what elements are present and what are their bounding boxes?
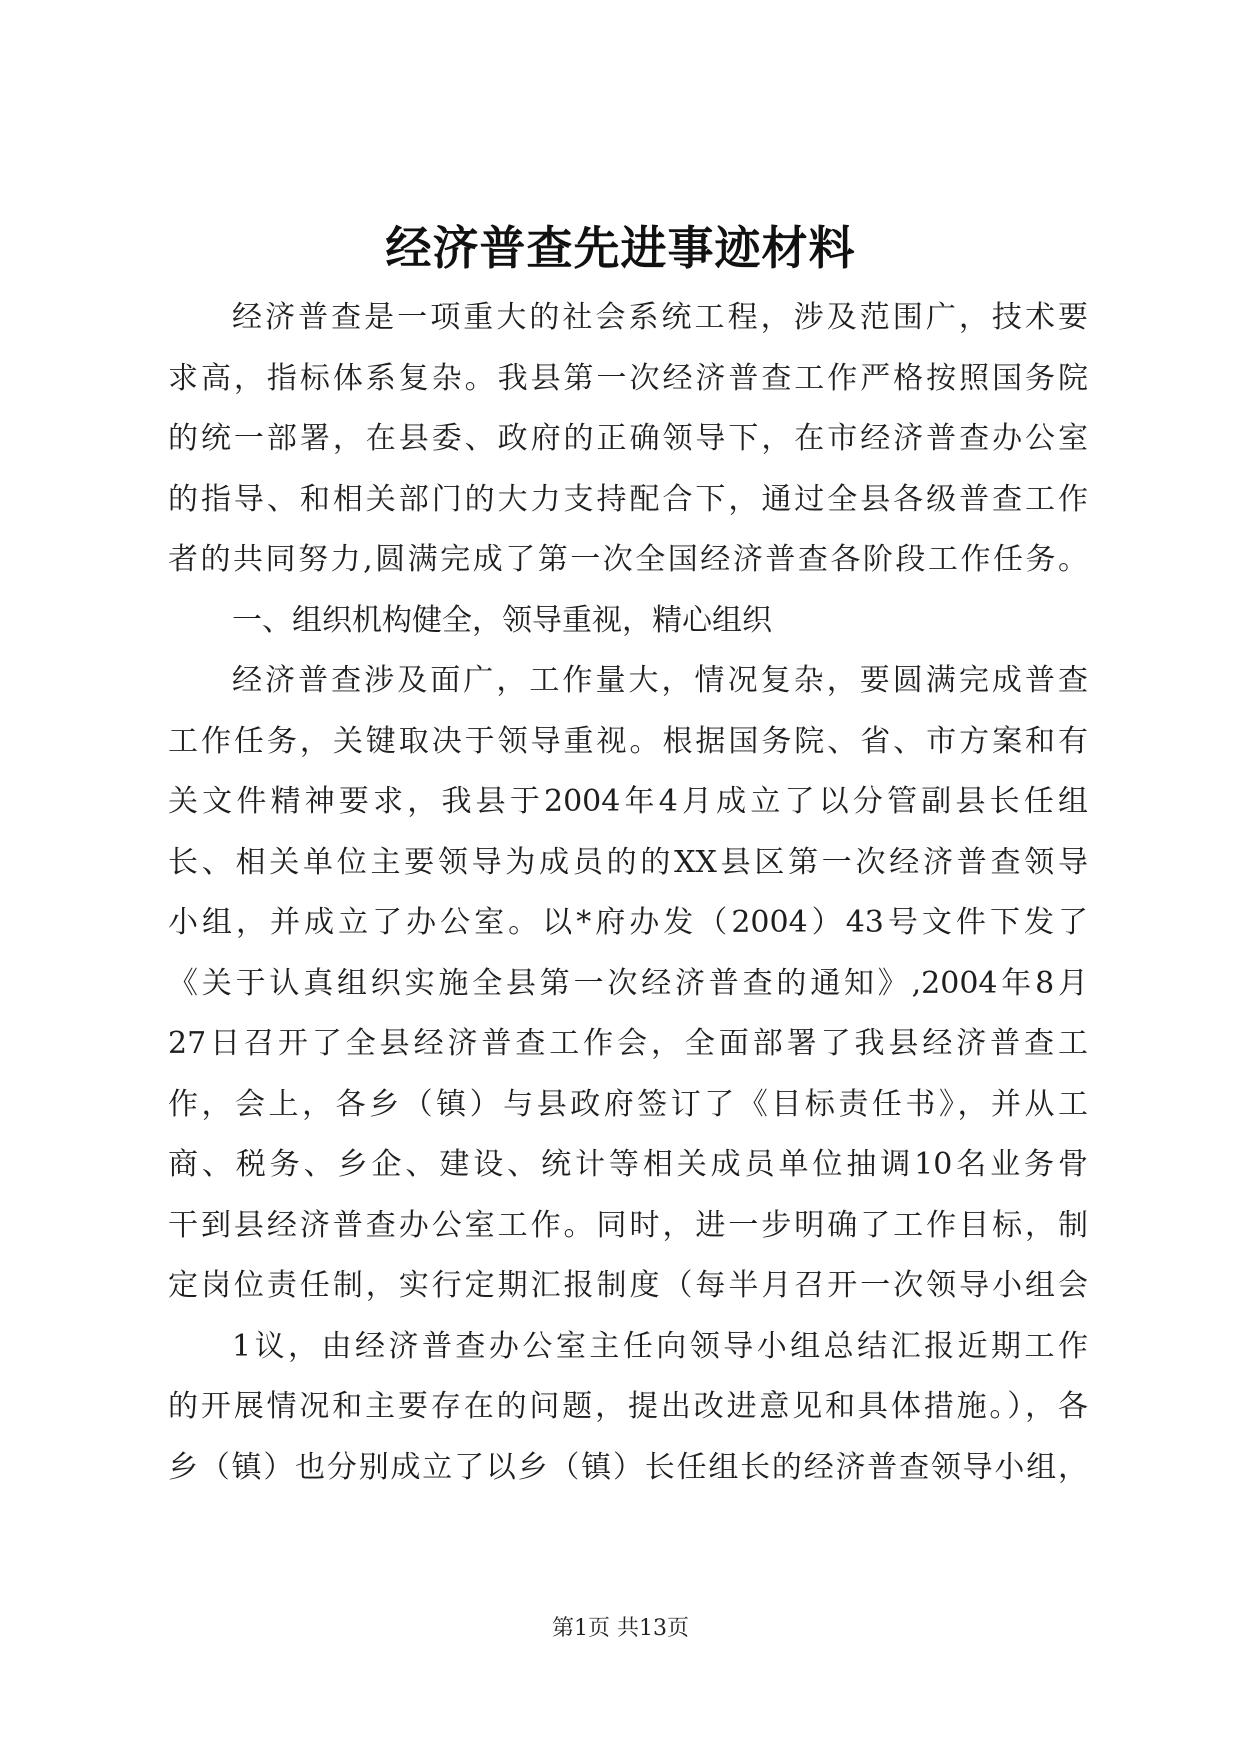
body-line: 1议，由经济普查办公室主任向领导小组总结汇报近期工作 xyxy=(232,1328,1088,1364)
body-line: 者的共同努力,圆满完成了第一次全国经济普查各阶段工作任务。 xyxy=(168,542,1088,577)
document-body xyxy=(168,288,1088,1498)
body-line: 长、相关单位主要领导为成员的的XX县区第一次经济普查领导 xyxy=(168,844,1088,880)
body-line: 的统一部署，在县委、政府的正确领导下，在市经济普查办公室 xyxy=(168,421,1088,456)
body-line: 27日召开了全县经济普查工作会，全面部署了我县经济普查工 xyxy=(168,1026,1088,1061)
section-heading: 一、组织机构健全，领导重视，精心组织 xyxy=(232,602,772,638)
body-line: 工作任务，关键取决于领导重视。根据国务院、省、市方案和有 xyxy=(168,723,1088,759)
body-line: 关文件精神要求，我县于2004年4月成立了以分管副县长任组 xyxy=(168,784,1088,819)
body-line: 《关于认真组织实施全县第一次经济普查的通知》,2004年8月 xyxy=(168,965,1088,1001)
body-line: 经济普查涉及面广，工作量大，情况复杂，要圆满完成普查 xyxy=(232,663,1088,698)
body-line: 乡（镇）也分别成立了以乡（镇）长任组长的经济普查领导小组， xyxy=(168,1449,1088,1485)
body-line: 的指导、和相关部门的大力支持配合下，通过全县各级普查工作 xyxy=(168,481,1088,517)
document-title: 经济普查先进事迹材料 xyxy=(385,221,856,275)
body-line: 经济普查是一项重大的社会系统工程，涉及范围广，技术要 xyxy=(232,300,1088,335)
body-line: 求高，指标体系复杂。我县第一次经济普查工作严格按照国务院 xyxy=(168,360,1088,396)
body-line: 定岗位责任制，实行定期汇报制度（每半月召开一次领导小组会 xyxy=(168,1268,1088,1303)
body-line: 干到县经济普查办公室工作。同时，进一步明确了工作目标，制 xyxy=(168,1207,1088,1243)
body-line: 小组，并成立了办公室。以*府办发（2004）43号文件下发了 xyxy=(168,905,1088,940)
body-line: 的开展情况和主要存在的问题，提出改进意见和具体措施。），各 xyxy=(168,1389,1088,1424)
page-footer: 第1页 共13页 xyxy=(552,1616,689,1641)
body-line: 商、税务、乡企、建设、统计等相关成员单位抽调10名业务骨 xyxy=(168,1147,1088,1182)
body-line: 作，会上，各乡（镇）与县政府签订了《目标责任书》，并从工 xyxy=(168,1086,1088,1122)
